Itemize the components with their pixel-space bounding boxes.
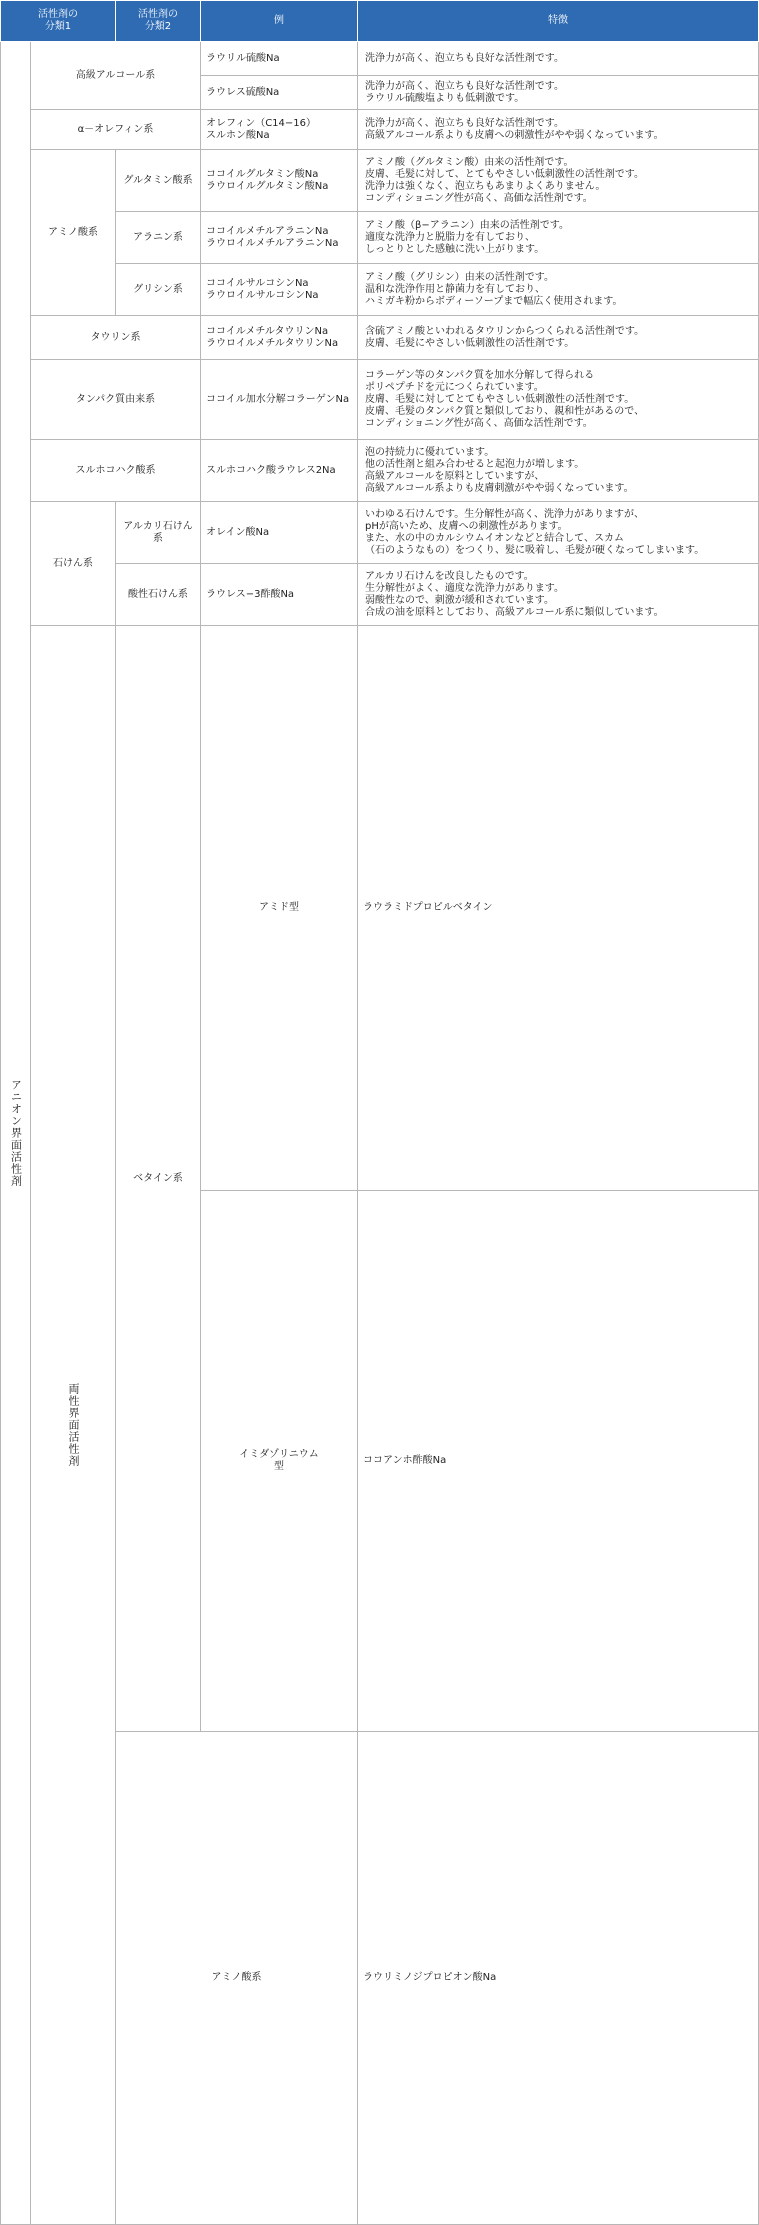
feature-cell: アミノ酸（グルタミン酸）由来の活性剤です。 皮膚、毛髪に対して、とてもやさしい低刺激性の活性剤です。 洗浄力は強くなく、泡立ちもあまりよくありません。 コンディショニング性が高く、高価な活性剤です。 xyxy=(358,150,759,212)
class-taurine: タウリン系 xyxy=(31,316,201,360)
example-cell: オレフィン（C14−16） スルホン酸Na xyxy=(201,110,358,150)
class-sulfosuccinate: スルホコハク酸系 xyxy=(31,440,201,502)
table-row xyxy=(1,42,759,76)
feature-cell: 含硫アミノ酸といわれるタウリンからつくられる活性剤です。 皮膚、毛髪にやさしい低刺激性の活性剤です。 xyxy=(358,316,759,360)
feature-cell: 泡の持続力に優れています。 他の活性剤と組み合わせると起泡力が増します。 高級アルコールを原料としていますが、 高級アルコール系よりも皮膚刺激がやや弱くなっています。 xyxy=(358,440,759,502)
example-cell: ココイル加水分解コラーゲンNa xyxy=(201,360,358,440)
class-alpha-olefin: α－オレフィン系 xyxy=(31,110,201,150)
class-higher-alcohol: 高級アルコール系 xyxy=(31,42,201,110)
subclass-alkali-soap: アルカリ石けん 系 xyxy=(116,502,201,564)
example-cell: ココイルサルコシンNa ラウロイルサルコシンNa xyxy=(201,264,358,316)
feature-cell: 洗浄力が高く、泡立ちも良好な活性剤です。 ラウリル硫酸塩よりも低刺激です。 xyxy=(358,76,759,110)
header-row xyxy=(1,1,759,42)
feature-cell: アミノ酸（グリシン）由来の活性剤です。 温和な洗浄作用と静菌力を有しており、 ハミガキ粉からボディーソープまで幅広く使用されます。 xyxy=(358,264,759,316)
feature-cell: アミノ酸（β−アラニン）由来の活性剤です。 適度な洗浄力と脱脂力を有しており、 しっとりとした感触に洗い上がります。 xyxy=(358,212,759,264)
example-cell: ココイルメチルタウリンNa ラウロイルメチルタウリンNa xyxy=(201,316,358,360)
feature-cell: いわゆる石けんです。生分解性が高く、洗浄力がありますが、 pHが高いため、皮膚への刺激性があります。 また、水の中のカルシウムイオンなどと結合して、スカム （石のようなもの）をつくり、髪に吸着し、毛髪が硬くなってしまいます。 xyxy=(358,502,759,564)
group-amphoteric: 両性界面活性剤 xyxy=(31,626,116,2225)
table-row xyxy=(1,110,759,150)
class-soap: 石けん系 xyxy=(31,502,116,626)
feature-cell: アルカリ石けんを改良したものです。 生分解性がよく、適度な洗浄力があります。 弱酸性なので、刺激が緩和されています。 合成の油を原料としており、高級アルコール系に類似しています。 xyxy=(358,564,759,626)
table-row xyxy=(1,316,759,360)
feature-cell: 洗浄力が高く、泡立ちも良好な活性剤です。 xyxy=(358,42,759,76)
example-cell: ラウラミドプロピルベタイン xyxy=(358,626,759,1191)
example-cell: ラウレス硫酸Na xyxy=(201,76,358,110)
table-row xyxy=(1,440,759,502)
class-betaine: ベタイン系 xyxy=(116,626,201,1732)
example-cell: ラウリミノジプロピオン酸Na xyxy=(358,1732,759,2225)
subclass-glutamic: グルタミン酸系 xyxy=(116,150,201,212)
subclass-amide: アミド型 xyxy=(201,626,358,1191)
header-class2: 活性剤の 分類2 xyxy=(116,1,201,42)
table-row xyxy=(1,360,759,440)
example-cell: ココアンホ酢酸Na xyxy=(358,1191,759,1732)
example-cell: ラウリル硫酸Na xyxy=(201,42,358,76)
class-protein: タンパク質由来系 xyxy=(31,360,201,440)
example-cell: スルホコハク酸ラウレス2Na xyxy=(201,440,358,502)
class-amino-acid: アミノ酸系 xyxy=(31,150,116,316)
example-cell: ラウレス−3酢酸Na xyxy=(201,564,358,626)
example-cell: オレイン酸Na xyxy=(201,502,358,564)
feature-cell: コラーゲン等のタンパク質を加水分解して得られる ポリペプチドを元につくられています。 皮膚、毛髪に対してとてもやさしい低刺激性の活性剤です。 皮膚、毛髪のタンパク質と類似しており、親和性があるので、 コンディショニング性が高く、高価な活性剤です。 xyxy=(358,360,759,440)
table-row xyxy=(1,150,759,212)
feature-cell: 洗浄力が高く、泡立ちも良好な活性剤です。 高級アルコール系よりも皮膚への刺激性がやや弱くなっています。 xyxy=(358,110,759,150)
subclass-acid-soap: 酸性石けん系 xyxy=(116,564,201,626)
header-feature: 特徴 xyxy=(358,1,759,42)
group-anion: アニオン界面活性剤 xyxy=(1,42,31,2225)
subclass-alanine: アラニン系 xyxy=(116,212,201,264)
class-amphoteric-amino: アミノ酸系 xyxy=(116,1732,358,2225)
example-cell: ココイルメチルアラニンNa ラウロイルメチルアラニンNa xyxy=(201,212,358,264)
subclass-glycine: グリシン系 xyxy=(116,264,201,316)
header-example: 例 xyxy=(201,1,358,42)
example-cell: ココイルグルタミン酸Na ラウロイルグルタミン酸Na xyxy=(201,150,358,212)
table-row xyxy=(1,626,759,1191)
subclass-imidazolinium: イミダゾリニウム 型 xyxy=(201,1191,358,1732)
header-class1: 活性剤の 分類1 xyxy=(1,1,116,42)
table-row xyxy=(1,502,759,564)
